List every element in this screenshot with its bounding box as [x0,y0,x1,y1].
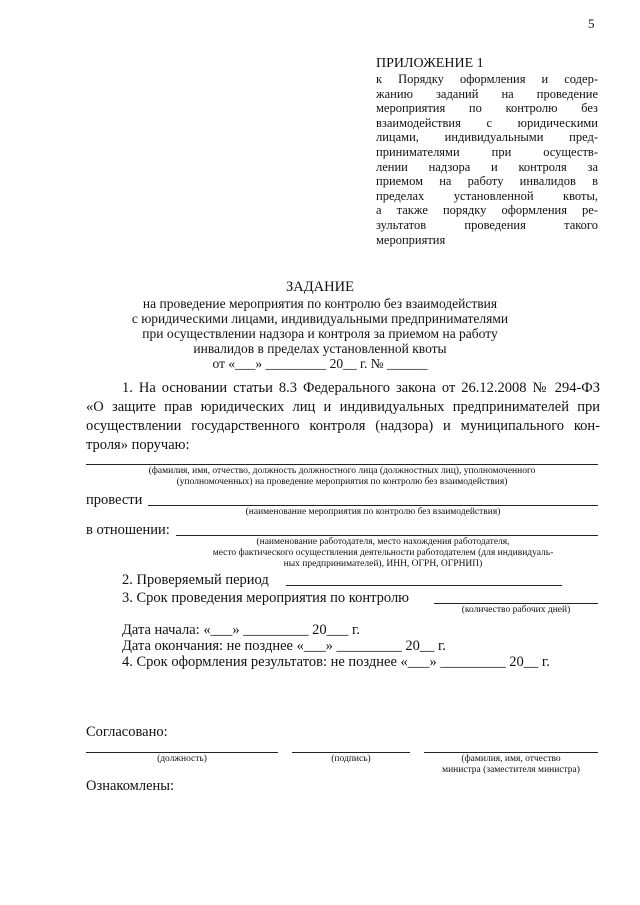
caption-line: место фактического осуществления деятельности работодателем (для индивидуаль- [212,548,554,558]
caption-employer [150,537,616,570]
title-line: при осуществлении надзора и контроля за приемом на работу [142,326,498,341]
item-3: 3. Срок проведения мероприятия по контролю [122,590,410,606]
title-heading: ЗАДАНИЕ [286,279,354,295]
official-fill-line[interactable] [86,464,598,465]
caption-position: (должность) [157,754,207,764]
appendix-line: лении надзора и контроля за [376,159,598,174]
appendix-line: мероприятия по контролю без [376,101,598,116]
paragraph-line: «О защите прав юридических лиц и индивидуальных предпринимателей при [86,399,600,415]
appendix-line: взаимодействия с юридическими [376,115,598,130]
title-line: на проведение мероприятия по контролю без взаимодействия [142,296,498,311]
appendix-line: лицами, индивидуальными пред- [376,130,598,145]
appendix-line: зультатов проведения такого [376,217,598,232]
event-fill-line[interactable] [148,505,598,506]
caption-line: (фамилия, имя, отчество [461,754,561,764]
caption-line: (наименование работодателя, место нахождения работодателя, [256,537,510,547]
caption-signature: (подпись) [331,754,371,764]
paragraph-1 [86,379,600,455]
caption-days: (количество рабочих дней) [461,605,571,615]
appendix-line: мероприятия [376,232,446,247]
appendix-line: приемом на работу инвалидов в [376,174,598,189]
agreed-label: Согласовано: [86,724,168,740]
caption-line: ных предпринимателей), ИНН, ОГРН, ОГРНИП) [283,559,483,569]
document-title [110,278,530,371]
acknowledged-label: Ознакомлены: [86,778,175,794]
caption-line: (фамилия, имя, отчество, должность должностного лица (должностных лиц), уполномоченного [148,466,536,476]
appendix-heading: ПРИЛОЖЕНИЕ 1 [376,56,484,71]
item-2: 2. Проверяемый период [122,572,269,588]
caption-line: (уполномоченных) на проведение мероприятия по контролю без взаимодействия) [176,477,508,487]
position-fill-line[interactable] [86,752,278,753]
signature-fill-line[interactable] [292,752,410,753]
paragraph-line: троля» поручаю: [86,437,190,453]
item-4: 4. Срок оформления результатов: не позднее «___» _________ 20__ г. [122,654,550,670]
days-fill-line[interactable] [434,603,598,604]
appendix-line: а также порядку оформления ре- [376,203,598,218]
paragraph-line: осуществлении государственного контроля (надзора) и муниципального кон- [86,418,600,434]
appendix-block [376,55,598,247]
appendix-line: принимателями при осуществ- [376,144,598,159]
start-date: Дата начала: «___» _________ 20___ г. [122,622,360,638]
caption-event: (наименование мероприятия по контролю без взаимодействия) [245,507,501,517]
title-line: с юридическими лицами, индивидуальными предпринимателями [131,311,509,326]
employer-fill-line[interactable] [176,535,598,536]
fio-fill-line[interactable] [424,752,598,753]
title-line: инвалидов в пределах установленной квоты [193,341,447,356]
label-regarding: в отношении: [86,522,170,538]
period-fill-line[interactable] [286,585,562,586]
appendix-line: пределах установленной квоты, [376,188,598,203]
paragraph-line: 1. На основании статьи 8.3 Федерального закона от 26.12.2008 № 294-ФЗ [122,380,600,396]
appendix-line: к Порядку оформления и содер- [376,72,598,86]
caption-official [86,466,598,488]
page-number: 5 [588,16,595,31]
title-date-line: от «___» _________ 20__ г. № ______ [212,356,428,371]
appendix-line: жанию заданий на проведение [376,86,598,101]
caption-fio [424,754,598,776]
end-date: Дата окончания: не позднее «___» _________ 20__ г. [122,638,446,654]
caption-line: министра (заместителя министра) [442,765,580,775]
label-conduct: провести [86,492,143,508]
